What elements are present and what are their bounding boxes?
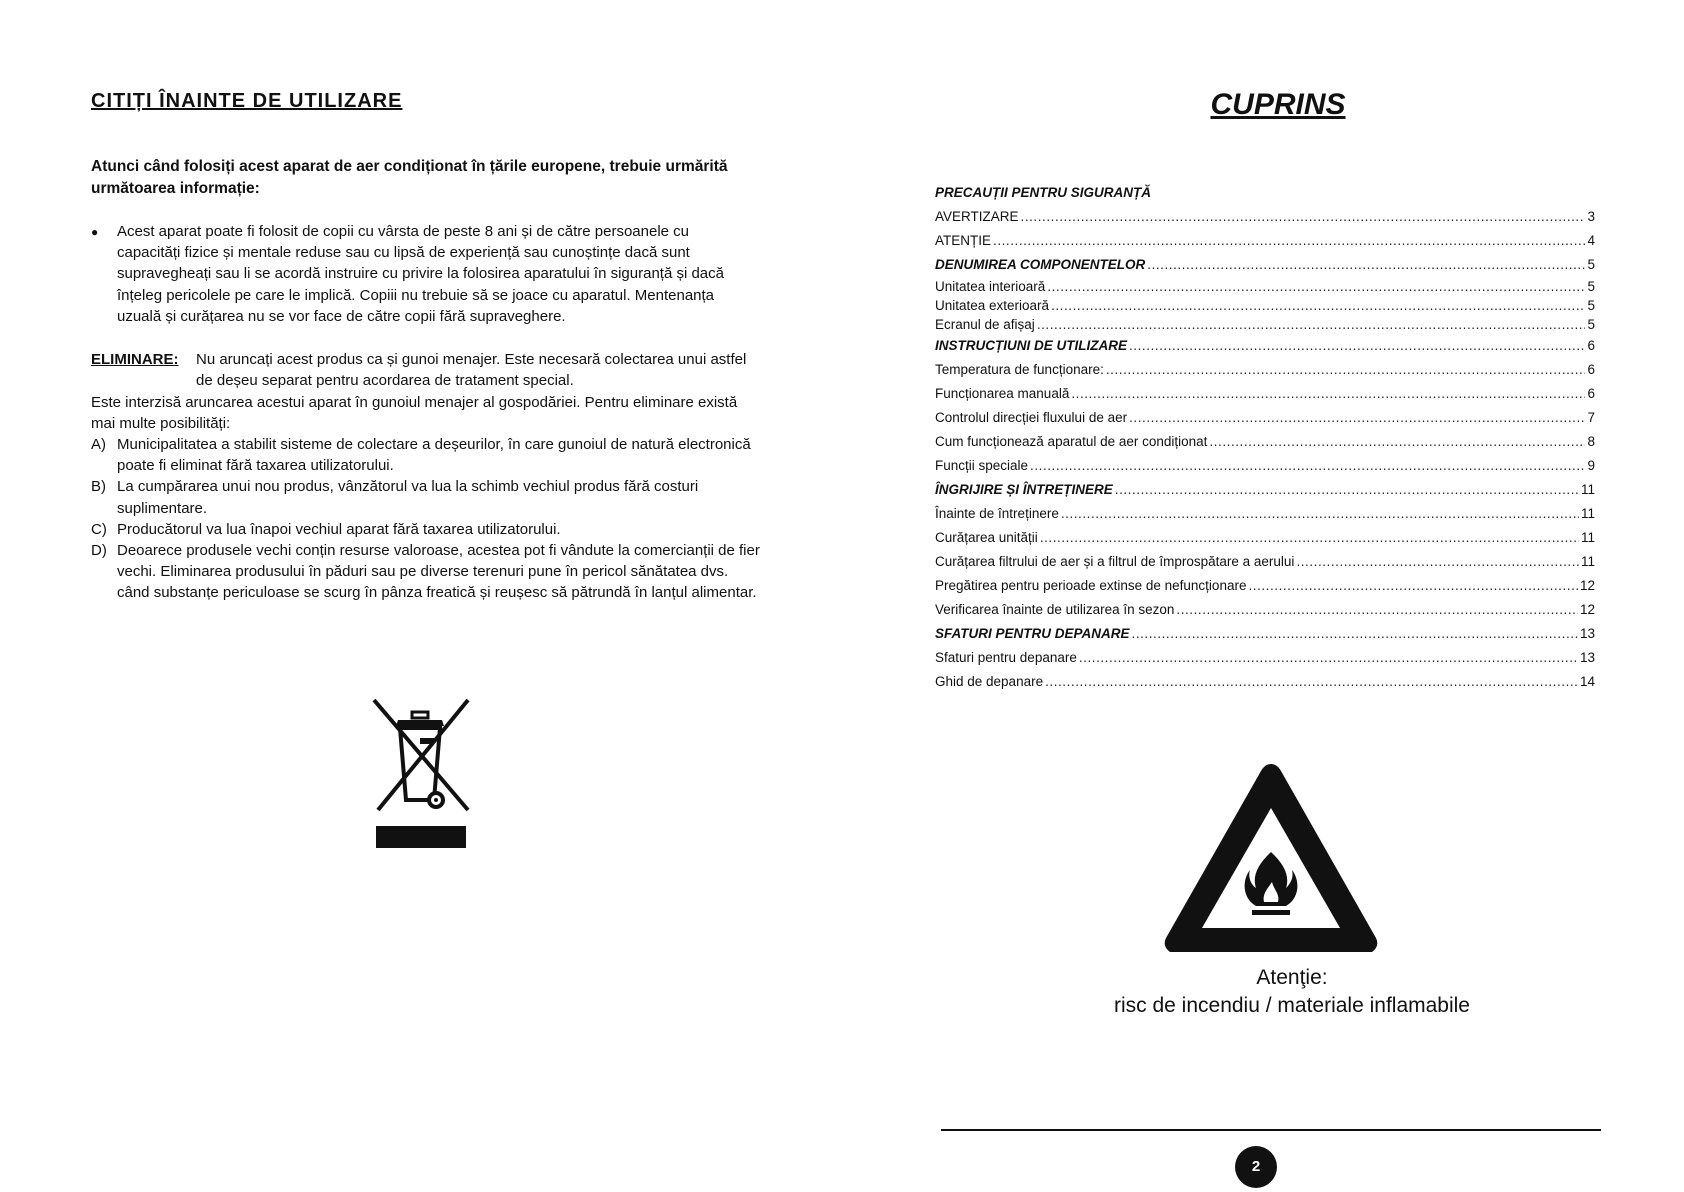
toc-entry-row <box>935 229 1595 253</box>
toc-page-number: 12 <box>1579 578 1595 593</box>
toc-entry-row <box>935 315 1595 334</box>
toc-page-number: 6 <box>1587 362 1595 377</box>
toc-leader-dots <box>1176 598 1578 622</box>
toc-page-number: 12 <box>1579 602 1595 617</box>
toc-leader-dots <box>1061 502 1579 526</box>
toc-entry-title: Temperatura de funcționare: <box>935 362 1104 377</box>
toc-leader-dots <box>1296 550 1579 574</box>
toc-entry-title: Controlul direcției fluxului de aer <box>935 410 1128 425</box>
toc-entry-row <box>935 430 1595 454</box>
intro-text: Atunci când folosiți acest aparat de aer condiționat în țările europene, trebuie urmărită următoarea informație: <box>91 158 728 197</box>
toc-entry-title: Curățarea unității <box>935 530 1038 545</box>
toc-page-number: 5 <box>1587 317 1595 332</box>
toc-leader-dots <box>1106 358 1586 382</box>
toc-entry-title: Funcționarea manuală <box>935 386 1070 401</box>
toc-entry-row <box>935 454 1595 478</box>
toc-entry-row <box>935 598 1595 622</box>
caption-line-2: risc de incendiu / materiale inflamabile <box>1113 994 1470 1017</box>
toc-page-number: 11 <box>1580 506 1595 521</box>
toc-leader-dots <box>1129 334 1585 358</box>
toc-page-number: 8 <box>1587 434 1595 449</box>
toc-page-number: 14 <box>1579 674 1595 689</box>
bullet-text: Acest aparat poate fi folosit de copii cu vârsta de peste 8 ani și de către persoanele cu capacități fizice și mentale reduse sau cu lipsă de experiență sau cunoștințe dacă sunt supravegheați sau li se acordă instruire cu privire la folosirea aparatului în siguranță și dacă înțeleg pericolele pe care le implică. Copiii nu trebuie să se joace cu aparatul. Mentenanța uzuală și curățarea nu se vor face de către copii fără supraveghere. <box>117 223 724 325</box>
option-letter: A) <box>91 436 106 453</box>
toc-entry-title: Ghid de depanare <box>935 674 1044 689</box>
toc-leader-dots <box>1071 382 1585 406</box>
elimination-label: ELIMINARE: <box>91 351 179 368</box>
option-letter: B) <box>91 478 106 496</box>
toc-title: CUPRINS <box>1210 88 1346 121</box>
disposal-options <box>91 434 761 604</box>
disposal-option <box>91 434 761 476</box>
page-title: CITIȚI ÎNAINTE DE UTILIZARE <box>91 90 403 112</box>
toc-leader-dots <box>1147 253 1585 277</box>
toc-entry-title: Cum funcționează aparatul de aer condiționat <box>935 434 1208 449</box>
toc-page-number: 5 <box>1587 298 1595 313</box>
toc-page-number: 6 <box>1587 386 1595 401</box>
toc-entry-title: SFATURI PENTRU DEPANARE <box>935 626 1130 641</box>
toc-page-number: 5 <box>1587 257 1595 272</box>
toc-entry-row <box>935 382 1595 406</box>
toc-leader-dots <box>1021 205 1586 229</box>
caption-line-1: Atenţie: <box>1256 966 1328 989</box>
toc-leader-dots <box>1132 622 1578 646</box>
bullet-icon: ● <box>91 225 99 239</box>
toc-page-number: 13 <box>1579 626 1595 641</box>
toc-leader-dots <box>1115 478 1579 502</box>
toc-entry-row <box>935 205 1595 229</box>
toc-page-number: 6 <box>1587 338 1595 353</box>
toc-entry-title: Verificarea înainte de utilizarea în sezon <box>935 602 1175 617</box>
toc-leader-dots <box>1051 296 1585 315</box>
toc-leader-dots <box>1030 454 1585 478</box>
toc-leader-dots <box>1037 315 1586 334</box>
toc-entry-title: DENUMIREA COMPONENTELOR <box>935 257 1146 272</box>
elimination-text: Nu aruncați acest produs ca și gunoi menajer. Este necesară colectarea unui astfel de deșeu separat pentru acordarea de tratament special. <box>196 351 747 390</box>
toc-page-number: 7 <box>1587 410 1595 425</box>
toc-leader-dots <box>1209 430 1585 454</box>
toc-entry-title: ATENȚIE <box>935 233 992 248</box>
toc-section-row <box>935 253 1595 277</box>
toc-entry-row <box>935 574 1595 598</box>
toc-entry-row <box>935 502 1595 526</box>
disposal-paragraph: Este interzisă aruncarea acestui aparat în gunoiul menajer al gospodăriei. Pentru eliminare există mai multe posibilități: <box>91 394 738 433</box>
toc-entry-row <box>935 526 1595 550</box>
toc-leader-dots <box>1040 526 1579 550</box>
toc-leader-dots <box>1079 646 1578 670</box>
flammable-warning-icon <box>1160 760 1382 958</box>
toc-entry-title: Ecranul de afișaj <box>935 317 1035 332</box>
toc-entry-title: Înainte de întreținere <box>935 506 1059 521</box>
toc-page-number: 13 <box>1579 650 1595 665</box>
toc-entry-row <box>935 296 1595 315</box>
toc-page-number: 9 <box>1587 458 1595 473</box>
toc-page-number: 11 <box>1580 554 1595 569</box>
crossed-out-wheelie-bin-icon <box>360 692 480 852</box>
toc-entry-title: AVERTIZARE <box>935 209 1019 224</box>
option-letter: D) <box>91 542 107 560</box>
toc-entry-title: Curățarea filtrului de aer și a filtrul de împrospătare a aerului <box>935 554 1295 569</box>
toc-leader-dots <box>1129 406 1585 430</box>
toc-page-number: 11 <box>1580 530 1595 545</box>
toc-entry-title: Funcții speciale <box>935 458 1029 473</box>
toc-section-row <box>935 622 1595 646</box>
disposal-option <box>91 476 761 518</box>
toc-leader-dots <box>993 229 1585 253</box>
option-text: Deoarece produsele vechi conțin resurse valoroase, acestea pot fi vândute la comercianții de fier vechi. Eliminarea produsului în păduri sau pe diverse terenuri pune în pericol sănătatea dvs. când substanțe periculoase se scurg în pânza freatică și reușesc să pătrundă în lanțul alimentar. <box>117 542 760 602</box>
disposal-option <box>91 519 761 540</box>
toc-page-number: 5 <box>1587 279 1595 294</box>
toc-entry-row <box>935 550 1595 574</box>
right-page <box>842 0 1684 1192</box>
page-number: 2 <box>1235 1146 1277 1188</box>
toc-entry-title: ÎNGRIJIRE ȘI ÎNTREȚINERE <box>935 482 1113 497</box>
toc-entry-title: Sfaturi pentru depanare <box>935 650 1077 665</box>
toc-entry-title: Pregătirea pentru perioade extinse de nefuncționare <box>935 578 1247 593</box>
option-text: Municipalitatea a stabilit sisteme de colectare a deșeurilor, în care gunoiul de natură electronică poate fi eliminat fără taxarea utilizatorului. <box>117 436 751 475</box>
option-text: La cumpărarea unui nou produs, vânzătorul va lua la schimb vechiul produs fără costuri suplimentare. <box>117 478 699 517</box>
toc-entry-title: Unitatea exterioară <box>935 298 1050 313</box>
option-letter: C) <box>91 520 107 538</box>
safety-bullet <box>91 221 751 327</box>
toc-section-row <box>935 334 1595 358</box>
toc-page-number: 4 <box>1587 233 1595 248</box>
toc-leader-dots <box>1248 574 1578 598</box>
toc-header: PRECAUȚII PENTRU SIGURANȚĂ <box>935 185 1152 200</box>
footer-divider <box>941 1129 1601 1131</box>
toc-page-number: 11 <box>1580 482 1595 497</box>
toc-leader-dots <box>1047 277 1585 296</box>
fire-warning-caption <box>1092 964 1492 1020</box>
elimination-section <box>91 349 761 391</box>
toc-entry-row <box>935 670 1595 694</box>
toc-entry-row <box>935 277 1595 296</box>
toc-section-row <box>935 478 1595 502</box>
toc-leader-dots <box>1045 670 1578 694</box>
toc-entry-row <box>935 358 1595 382</box>
disposal-option <box>91 540 761 604</box>
table-of-contents <box>935 181 1595 694</box>
toc-page-number: 3 <box>1587 209 1595 224</box>
toc-entry-title: Unitatea interioară <box>935 279 1046 294</box>
option-text: Producătorul va lua înapoi vechiul aparat fără taxarea utilizatorului. <box>117 520 561 538</box>
toc-entry-row <box>935 646 1595 670</box>
toc-entry-title: INSTRUCȚIUNI DE UTILIZARE <box>935 338 1127 353</box>
toc-entry-row <box>935 406 1595 430</box>
